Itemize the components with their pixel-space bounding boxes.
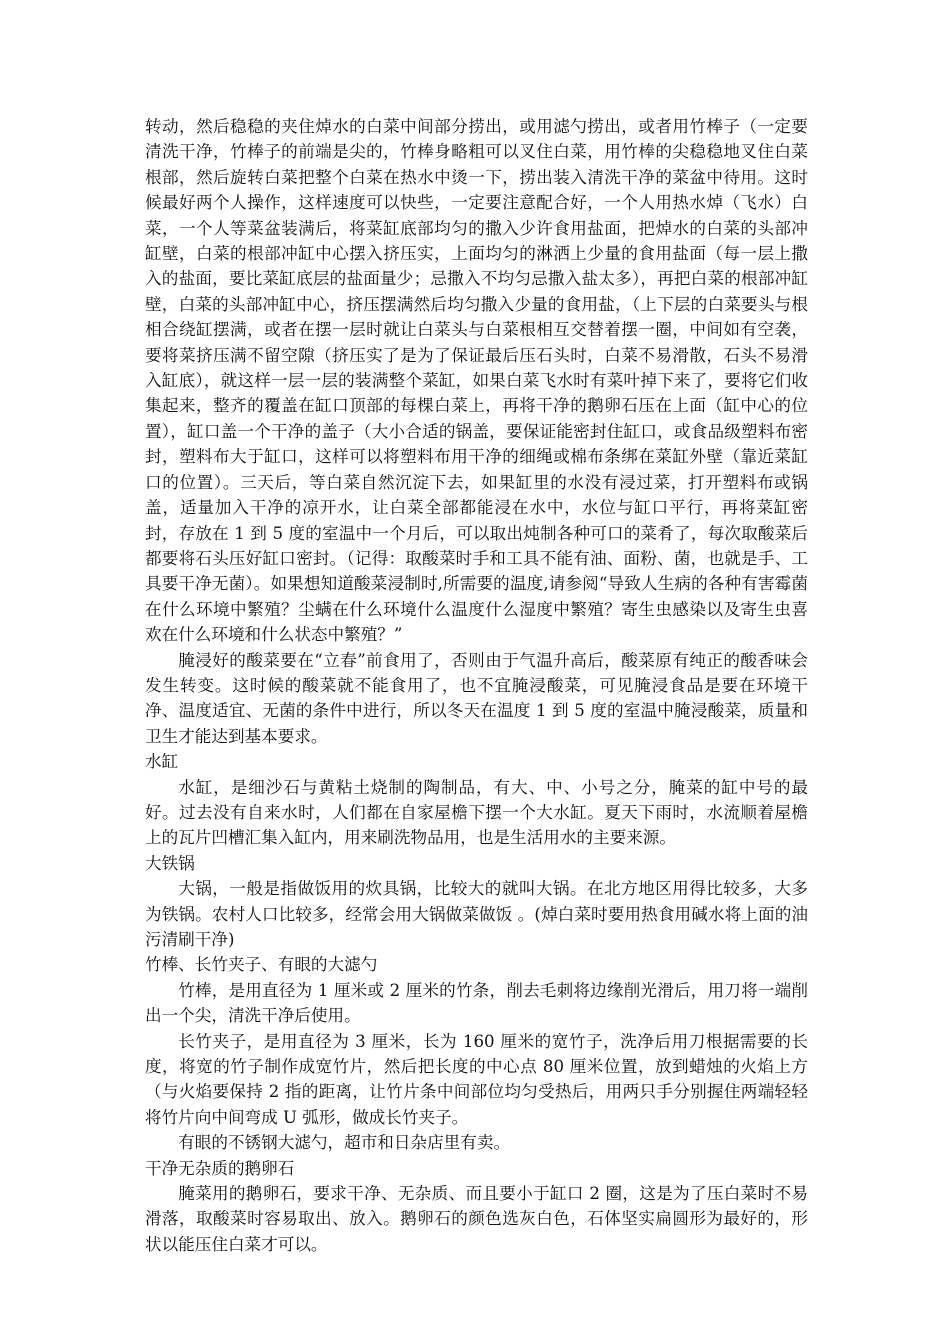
heading-pebble-stone: 干净无杂质的鹅卵石 bbox=[145, 1158, 295, 1178]
paragraph-bamboo-stick: 竹棒，是用直径为 1 厘米或 2 厘米的竹条，削去毛刺将边缘削光滑后，用刀将一端削出一个尖，清洗干净后使用。 bbox=[145, 980, 808, 1026]
paragraph-bamboo-tongs: 长竹夹子，是用直径为 3 厘米，长为 160 厘米的宽竹子，洗净后用刀根据需要的长度，将宽的竹子制作成宽竹片，然后把长度的中心点 80 厘米位置，放到蜡烛的火焰上方（与火焰要保持 2 指的距离，让竹片条中间部位均匀受热后，用两只手分别握住两端轻轻将竹片向中间弯成 U 弧形，做成长竹夹子。 bbox=[145, 1031, 808, 1127]
paragraph-water-vat: 水缸，是细沙石与黄粘土烧制的陶制品，有大、中、小号之分，腌菜的缸中号的最好。过去没有自来水时，人们都在自家屋檐下摆一个大水缸。夏天下雨时，水流顺着屋檐上的瓦片凹槽汇集入缸内，用来刷洗物品用，也是生活用水的主要来源。 bbox=[145, 777, 808, 848]
heading-bamboo-tools: 竹棒、长竹夹子、有眼的大滤勺 bbox=[145, 955, 378, 975]
heading-iron-pot: 大铁锅 bbox=[145, 853, 195, 873]
document-page bbox=[145, 114, 808, 1257]
paragraph-pebble-stone: 腌菜用的鹅卵石，要求干净、无杂质、而且要小于缸口 2 圈，这是为了压白菜时不易滑落，取酸菜时容易取出、放入。鹅卵石的颜色选灰白色，石体坚实扁圆形为最好的，形状以能压住白菜才可以。 bbox=[145, 1184, 808, 1254]
paragraph-storage-season: 腌浸好的酸菜要在“立春”前食用了，否则由于气温升高后，酸菜原有纯正的酸香味会发生转变。这时候的酸菜就不能食用了，也不宜腌浸酸菜，可见腌浸食品是要在环境干净、温度适宜、无菌的条件中进行，所以冬天在温度 1 到 5 度的室温中腌浸酸菜，质量和卫生才能达到基本要求。 bbox=[145, 650, 808, 746]
heading-water-vat: 水缸 bbox=[145, 752, 179, 772]
paragraph-strainer: 有眼的不锈钢大滤勺，超市和日杂店里有卖。 bbox=[178, 1133, 511, 1153]
paragraph-preparation-steps: 转动，然后稳稳的夹住焯水的白菜中间部分捞出，或用滤勺捞出，或者用竹棒子（一定要清洗干净，竹棒子的前端是尖的，竹棒身略粗可以叉住白菜，用竹棒的尖稳稳地叉住白菜根部，然后旋转白菜把整个白菜在热水中烫一下，捞出装入清洗干净的菜盆中待用。这时候最好两个人操作，这样速度可以快些，一定要注意配合好，一个人用热水焯（飞水）白菜，一个人等菜盆装满后，将菜缸底部均匀的撒入少许食用盐面，把焯水的白菜的头部冲缸壁，白菜的根部冲缸中心摆入挤压实，上面均匀的淋洒上少量的食用盐面（每一层上撒入的盐面，要比菜缸底层的盐面量少；忌撒入不均匀忌撒入盐太多），再把白菜的根部冲缸壁，白菜的头部冲缸中心，挤压摆满然后均匀撒入少量的食用盐，（上下层的白菜要头与根相合绕缸摆满，或者在摆一层时就让白菜头与白菜根相互交替着摆一圈，中间如有空袭，要将菜挤压满不留空隙（挤压实了是为了保证最后压石头时，白菜不易滑散，石头不易滑入缸底），就这样一层一层的装满整个菜缸，如果白菜飞水时有菜叶掉下来了，要将它们收集起来，整齐的覆盖在缸口顶部的每棵白菜上，再将干净的鹅卵石压在上面（缸中心的位置），缸口盖一个干净的盖子（大小合适的锅盖，要保证能密封住缸口，或食品级塑料布密封，塑料布大于缸口，这样可以将塑料布用干净的细绳或棉布条绑在菜缸外壁（靠近菜缸口的位置）。三天后，等白菜自然沉淀下去，如果缸里的水没有浸过菜，打开塑料布或锅盖，适量加入干净的凉开水，让白菜全部都能浸在水中，水位与缸口平行，再将菜缸密封，存放在 1 到 5 度的室温中一个月后，可以取出炖制各种可口的菜肴了，每次取酸菜后都要将石头压好缸口密封。（记得：取酸菜时手和工具不能有油、面粉、菌，也就是手、工具要干净无菌）。如果想知道酸菜浸制时,所需要的温度,请参阅“导致人生病的各种有害霉菌在什么环境中繁殖？尘螨在什么环境什么温度什么湿度中繁殖？寄生虫感染以及寄生虫喜欢在什么环境和什么状态中繁殖？” bbox=[145, 117, 808, 645]
paragraph-iron-pot: 大锅，一般是指做饭用的炊具锅，比较大的就叫大锅。在北方地区用得比较多，大多为铁锅。农村人口比较多，经常会用大锅做菜做饭 。(焯白菜时要用热食用碱水将上面的油污清刷干净) bbox=[145, 879, 808, 949]
